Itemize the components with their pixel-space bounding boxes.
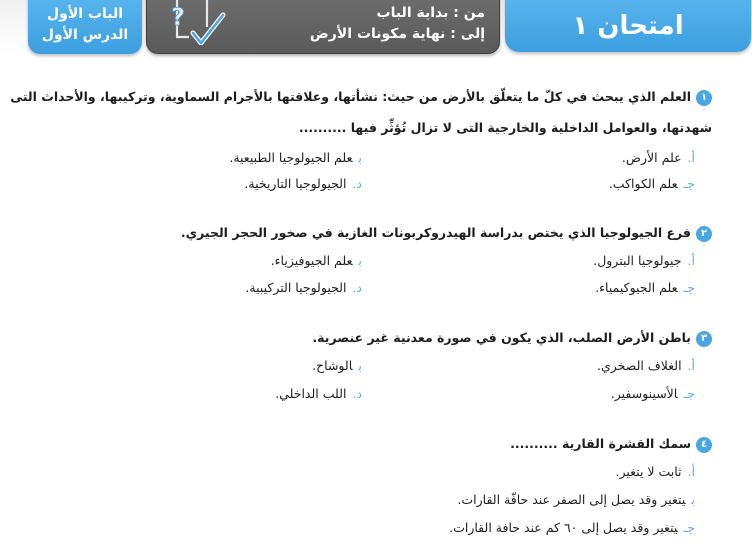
option-b[interactable] [229, 150, 362, 165]
option-text: الوشاح. [312, 358, 353, 373]
option-text: علم الكواكب. [608, 176, 678, 191]
chapter-lesson-badge [28, 0, 142, 54]
option-letter: ب [358, 358, 362, 373]
option-text: جيولوجيا البترول. [593, 253, 682, 268]
option-text: الجيولوجيا التركيبية. [245, 280, 347, 295]
option-c[interactable] [611, 386, 695, 401]
option-letter: ب [358, 150, 362, 165]
option-text: ثابت لا يتغير. [615, 464, 682, 479]
option-a[interactable] [616, 464, 696, 479]
option-d[interactable] [275, 386, 362, 401]
option-text: علم الأرض. [621, 150, 682, 165]
chapter-label: الباب الأول [46, 6, 124, 22]
option-d[interactable] [245, 280, 362, 295]
option-text: الأسينوسفير. [610, 386, 678, 401]
option-text: يتغير وقد يصل إلى ٦٠ كم عند حافة القارات. [449, 520, 678, 535]
question-text: العلم الذي يبحث في كلّ ما يتعلّق بالأرض من حيث: نشأتها، وعلاقتها بالأجرام السماوية، وتركيبها، والأحداث التى [10, 89, 691, 104]
option-letter: جـ [683, 280, 695, 295]
option-letter: د. [352, 280, 362, 295]
option-letter: د. [352, 386, 362, 401]
question-3 [312, 330, 712, 347]
option-b[interactable] [271, 253, 362, 268]
option-b[interactable] [312, 358, 362, 373]
option-text: علم الجيوفيزياء. [270, 253, 353, 268]
question-4 [510, 436, 712, 453]
svg-text:?: ? [171, 3, 185, 31]
question-2 [181, 225, 712, 242]
option-letter: جـ [683, 520, 695, 535]
option-c[interactable] [609, 176, 695, 191]
option-text: اللب الداخلي. [275, 386, 347, 401]
question-1-continued [299, 120, 712, 135]
option-text: الغلاف الصخري. [597, 358, 682, 373]
option-letter: أ. [687, 253, 695, 268]
option-letter: د. [352, 176, 362, 191]
option-text: علم الجيولوجيا الطبيعية. [229, 150, 353, 165]
option-c[interactable] [449, 520, 695, 535]
option-a[interactable] [597, 358, 695, 373]
option-a[interactable] [622, 150, 695, 165]
question-number-badge: ٢ [696, 226, 712, 242]
option-text: علم الجيوكيمياء. [595, 280, 678, 295]
question-text: فرع الجيولوجيا الذي يختص بدراسة الهيدروكربونات الغازية في صخور الحجر الجيري. [180, 225, 691, 240]
option-text: الجيولوجيا التاريخية. [244, 176, 347, 191]
range-from: من : بداية الباب [376, 5, 485, 21]
question-1 [10, 89, 712, 106]
option-c[interactable] [595, 280, 695, 295]
option-letter: ب [358, 253, 362, 268]
question-number-badge: ٤ [696, 437, 712, 453]
question-number-badge: ١ [696, 90, 712, 106]
question-text-line2: شهدتها، والعوامل الداخلية والخارجية التى لا تزال تُؤثِّر فيها .......... [298, 120, 712, 135]
option-letter: ب [691, 492, 695, 507]
exam-range-text [310, 3, 485, 45]
question-text: سمك القشرة القارية .......... [510, 436, 691, 451]
option-b[interactable] [457, 492, 695, 507]
question-text: باطن الأرض الصلب، الذي يكون في صورة معدنية غير عنصرية. [312, 330, 691, 345]
option-letter: أ. [687, 464, 695, 479]
option-d[interactable] [244, 176, 362, 191]
range-to: إلى : نهاية مكونات الأرض [309, 26, 485, 42]
option-letter: جـ [683, 386, 695, 401]
option-letter: جـ [683, 176, 695, 191]
option-letter: أ. [687, 358, 695, 373]
exam-range-box [146, 0, 500, 54]
exam-title-badge [505, 0, 751, 52]
option-text: يتغير وقد يصل إلى الصفر عند حافّة القارات. [457, 492, 686, 507]
question-check-icon [169, 0, 229, 45]
exam-title: امتحان ١ [572, 11, 684, 41]
option-letter: أ. [687, 150, 695, 165]
lesson-label: الدرس الأول [41, 27, 129, 43]
question-number-badge: ٣ [696, 331, 712, 347]
option-a[interactable] [593, 253, 695, 268]
